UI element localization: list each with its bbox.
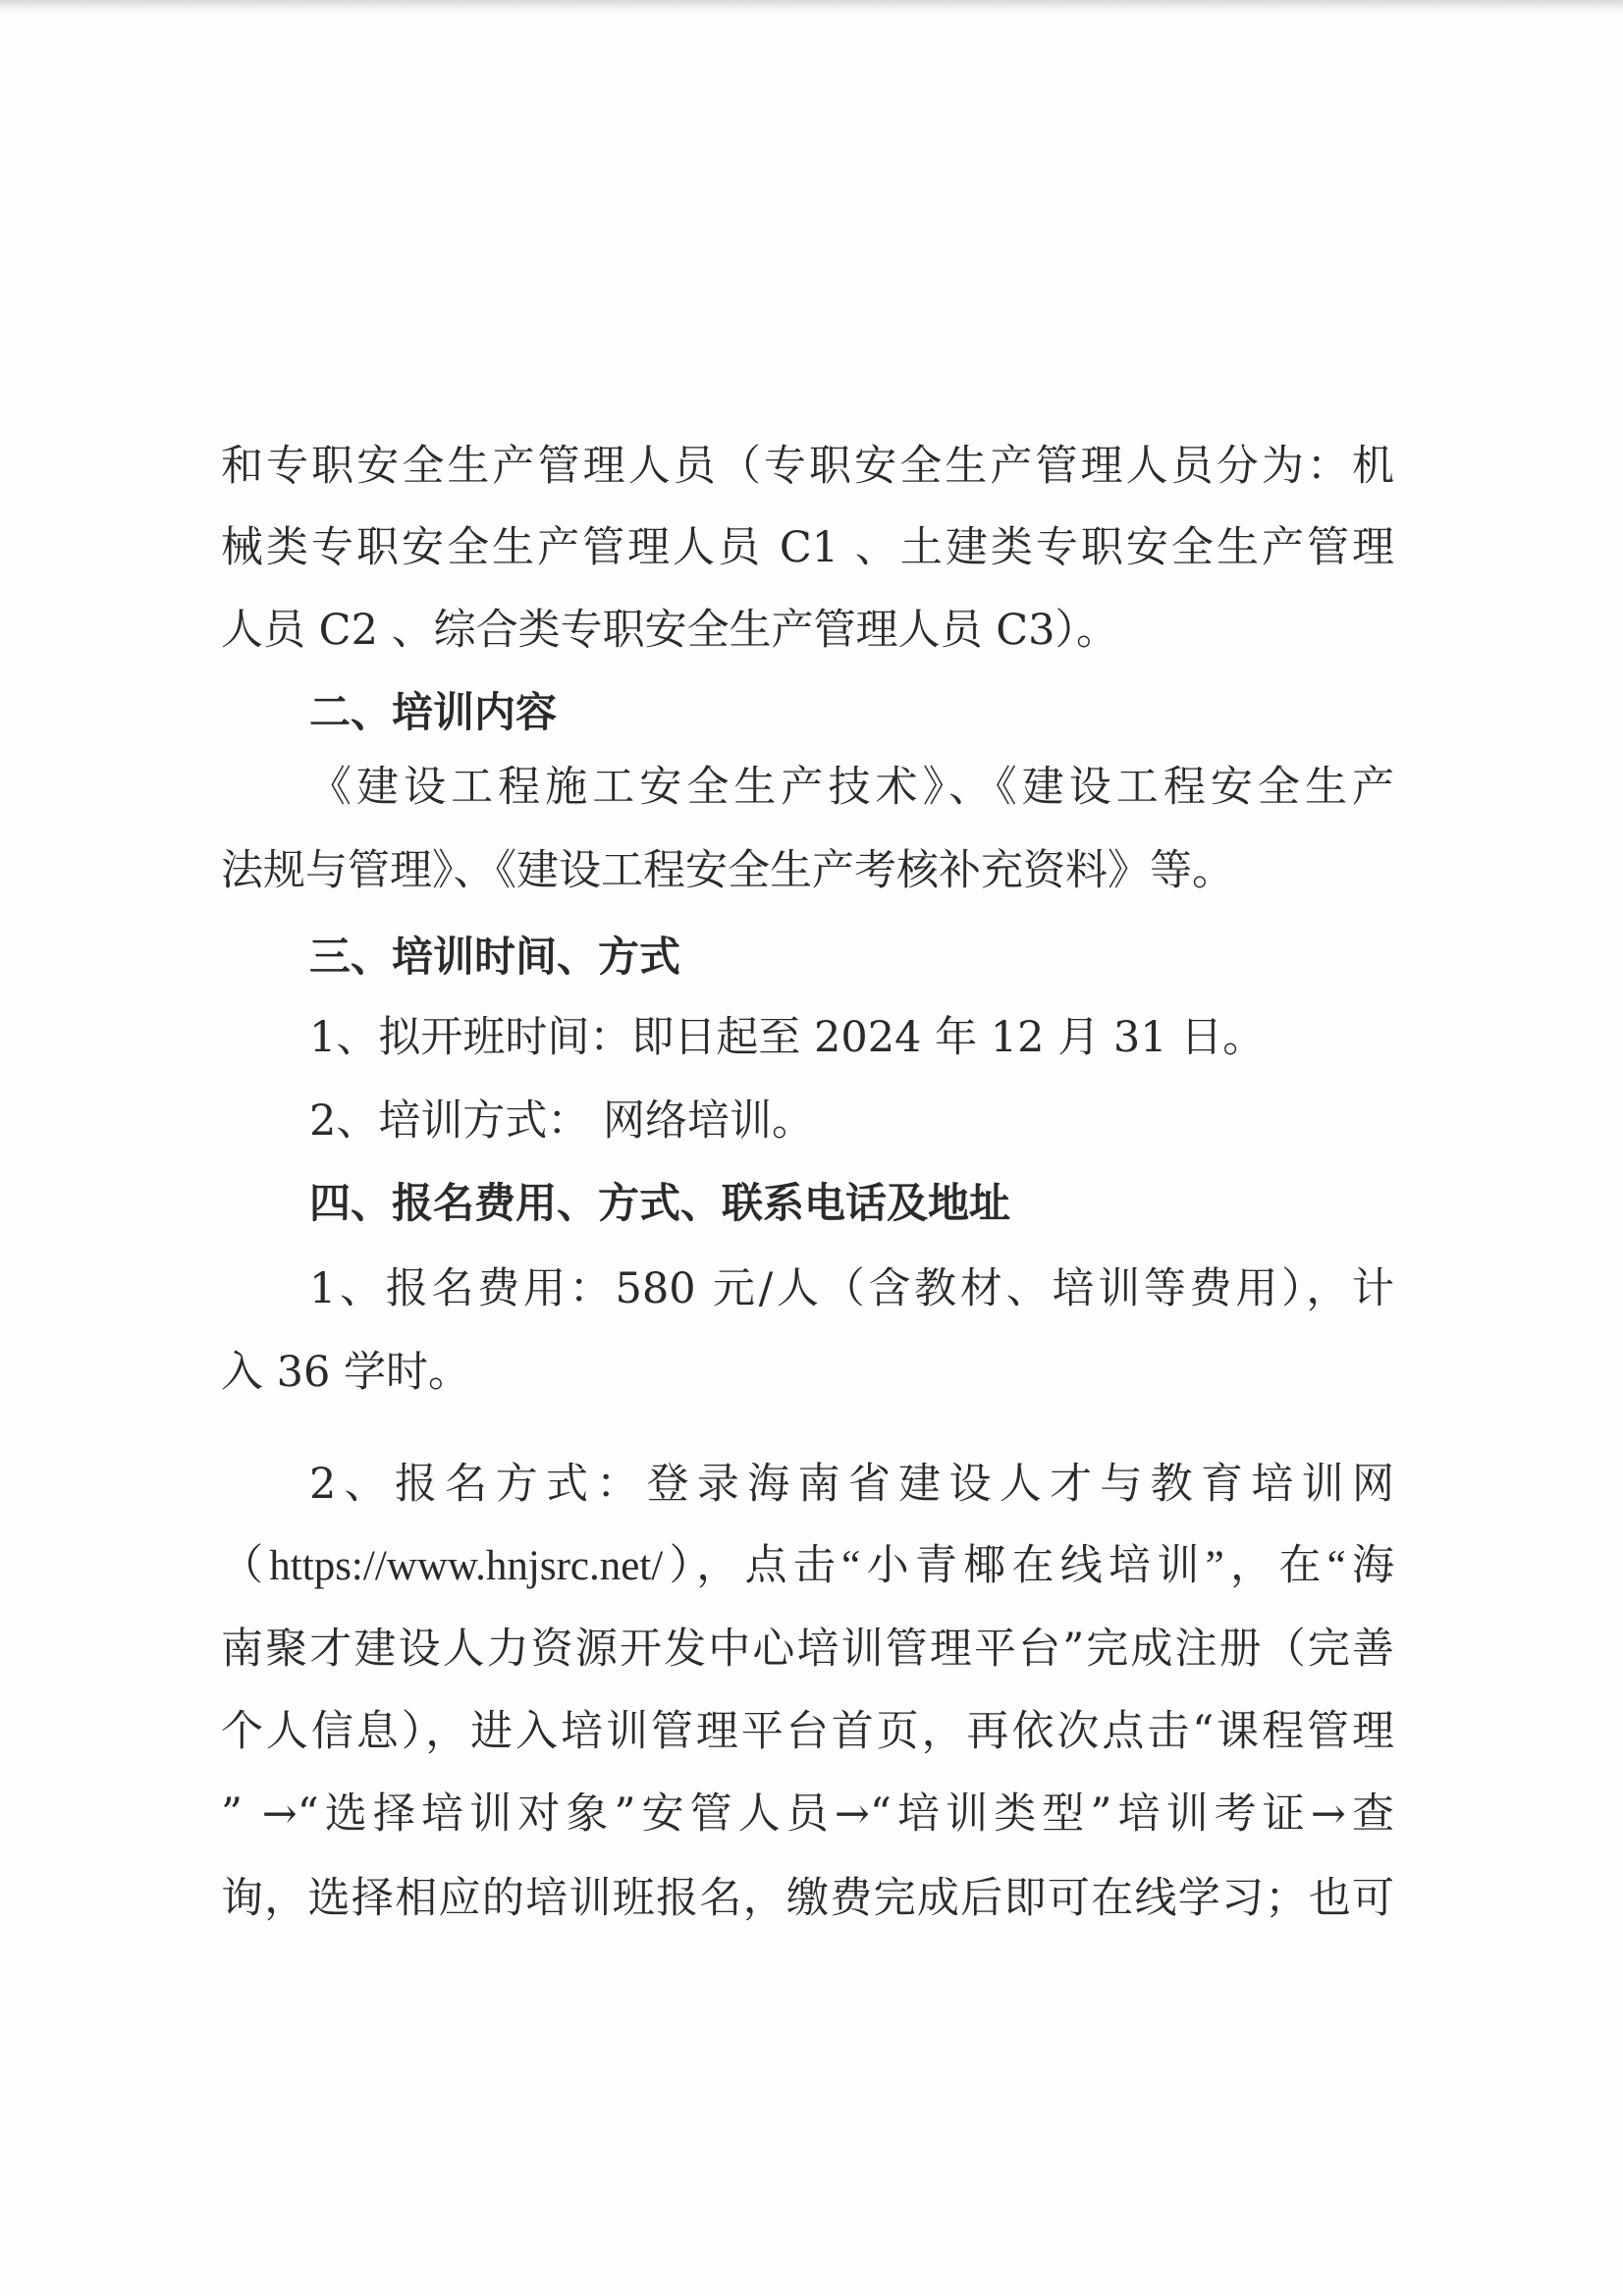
body-line-12: 入 36 学时。 [221, 1348, 471, 1397]
body-line-1: 和专职安全生产管理人员（专职安全生产管理人员分为：机 [221, 442, 1394, 491]
body-line-8: 1、拟开班时间：即日起至 2024 年 12 月 31 日。 [309, 1013, 1266, 1062]
body-line-5: 《建设工程施工安全生产技术》、《建设工程安全生产 [309, 763, 1394, 812]
body-line-15: 南聚才建设人力资源开发中心培训管理平台”完成注册（完善 [221, 1625, 1394, 1674]
section-heading-training-time: 三、培训时间、方式 [309, 933, 681, 981]
body-line-14-with-url: （https://www.hnjsrc.net/），点击“小青椰在线培训”，在“海 [221, 1543, 1394, 1589]
section-heading-registration: 四、报名费用、方式、联系电话及地址 [309, 1179, 1011, 1227]
body-line-3: 人员 C2 、综合类专职安全生产管理人员 C3）。 [221, 606, 1119, 655]
body-line-9: 2、培训方式： 网络培训。 [309, 1096, 815, 1146]
body-line-2: 械类专职安全生产管理人员 C1 、土建类专职安全生产管理 [221, 523, 1394, 572]
body-line-6: 法规与管理》、《建设工程安全生产考核补充资料》等。 [221, 846, 1234, 895]
body-line-18: 询，选择相应的培训班报名，缴费完成后即可在线学习；也可 [221, 1874, 1394, 1923]
body-line-17: ” →“选择培训对象”安管人员→“培训类型”培训考证→查 [221, 1789, 1394, 1839]
section-heading-training-content: 二、培训内容 [309, 688, 558, 736]
body-line-16: 个人信息），进入培训管理平台首页，再依次点击“课程管理 [221, 1707, 1394, 1756]
scan-edge-shadow [0, 0, 1623, 14]
body-line-11: 1、报名费用：580 元/人（含教材、培训等费用），计 [309, 1264, 1394, 1313]
body-line-13: 2、报名方式：登录海南省建设人才与教育培训网 [309, 1460, 1394, 1509]
